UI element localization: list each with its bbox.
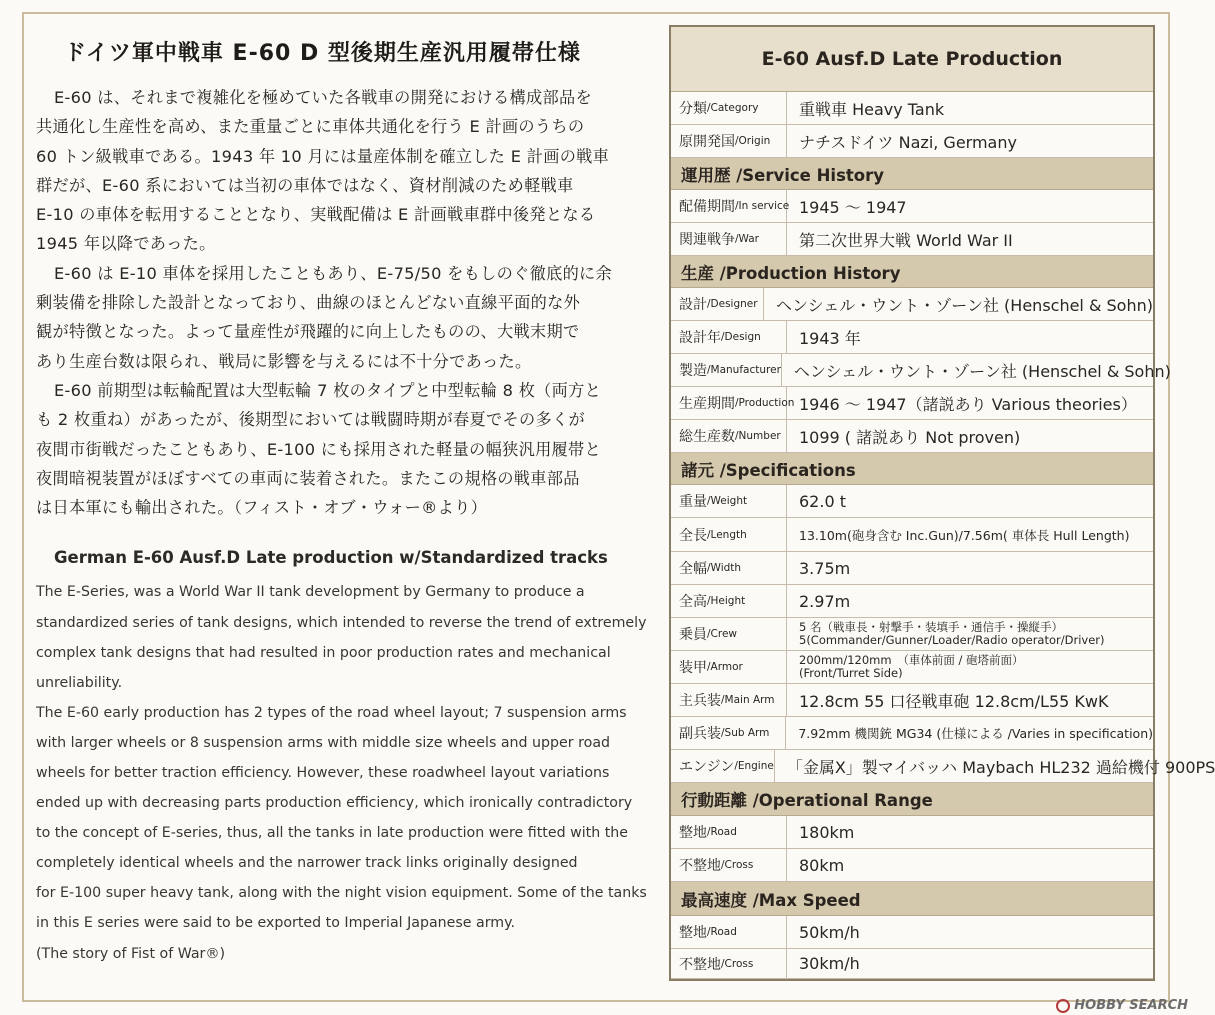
spec-value: [787, 849, 1153, 881]
spec-label-jp: 整地: [679, 925, 707, 941]
spec-value-text: ヘンシェル・ウント・ゾーン社 (Henschel & Sohn): [776, 295, 1153, 315]
spec-label-jp: エンジン: [679, 759, 735, 775]
spec-label-en: /In service: [735, 200, 790, 212]
spec-label-en: /Crew: [707, 628, 738, 640]
jp-line: も 2 枚重ね）があったが、後期型においては戦闘時期が春夏でその多くが: [36, 410, 585, 430]
spec-value-text: 180km: [799, 822, 855, 842]
spec-label-en: /Designer: [707, 298, 758, 310]
spec-value-text: 12.8cm 55 口径戦車砲 12.8cm/L55 KwK: [799, 691, 1109, 711]
en-line: The E-60 early production has 2 types of the road wheel layout; 7 suspension arms: [36, 704, 627, 721]
jp-line: 60 トン級戦車である。1943 年 10 月には量産体制を確立した E 計画の戦車: [36, 146, 610, 166]
spec-label-en: /Sub Arm: [721, 727, 770, 739]
en-line: standardized series of tank designs, which intended to reverse the trend of extremely: [36, 614, 647, 631]
spec-label: [671, 684, 787, 716]
jp-description: [36, 83, 651, 522]
spec-label: [671, 949, 787, 978]
jp-line: は日本軍にも輸出された。（フィスト・オブ・ウォー®より）: [36, 498, 488, 518]
spec-label-jp: 不整地: [679, 956, 721, 973]
spec-label-jp: 整地: [679, 825, 707, 841]
spec-value: [787, 321, 1153, 353]
spec-value: [786, 717, 1153, 749]
spec-label: [671, 321, 787, 353]
spec-label: [671, 618, 787, 650]
spec-row: [671, 288, 1153, 321]
spec-value: [787, 552, 1153, 584]
en-line: complex tank designs that had resulted in poor production rates and mechanical: [36, 644, 611, 661]
spec-section-header: 行動距離 /Operational Range: [671, 783, 1153, 816]
en-line: ended up with decreasing parts production efficiency, which ironically contradictory: [36, 795, 633, 812]
spec-label: [671, 485, 787, 517]
spec-label-jp: 全幅: [679, 561, 707, 577]
spec-label: [671, 552, 787, 584]
spec-row: [671, 354, 1171, 387]
spec-row: [671, 387, 1153, 420]
spec-row: [671, 485, 1153, 518]
spec-value: [787, 190, 1153, 222]
spec-value: [782, 354, 1171, 386]
spec-value-text-2: (Front/Turret Side): [799, 666, 903, 680]
spec-value-text: 1945 ～ 1947: [799, 197, 907, 217]
en-title: German E-60 Ausf.D Late production w/Standardized tracks: [54, 548, 608, 568]
spec-label-jp: 分類: [679, 101, 707, 117]
jp-line: 共通化し生産性を高め、また重量ごとに車体共通化を行う E 計画のうちの: [36, 117, 585, 137]
jp-line: あり生産台数は限られ、戦局に影響を与えるには不十分であった。: [36, 351, 532, 371]
jp-line: 観が特徴となった。よって量産性が飛躍的に向上したものの、大戦末期で: [36, 322, 580, 342]
watermark: [1056, 998, 1188, 1013]
spec-value-text: 7.92mm 機関銃 MG34 (仕様による /Varies in specification): [798, 726, 1153, 741]
jp-line: 剰装備を排除した設計となっており、曲線のほとんどない直線平面的な外: [36, 293, 581, 313]
spec-value-text: 重戦車 Heavy Tank: [799, 99, 945, 119]
spec-label: [671, 354, 782, 386]
spec-label-en: /Main Arm: [721, 694, 775, 706]
spec-label-en: /Weight: [707, 495, 748, 507]
spec-label-en: /Width: [707, 562, 742, 574]
spec-section-header: 諸元 /Specifications: [671, 453, 1153, 485]
spec-value-text: ヘンシェル・ウント・ゾーン社 (Henschel & Sohn): [793, 361, 1171, 381]
spec-label-jp: 配備期間: [679, 199, 735, 215]
spec-value-text: 1946 ～ 1947（諸説あり Various theories）: [799, 394, 1137, 414]
hobby-search-logo-icon: [1056, 999, 1070, 1013]
spec-label-en: /Road: [707, 826, 737, 838]
spec-row: [671, 750, 1215, 783]
spec-label-jp: 製造: [679, 363, 707, 379]
spec-value: [787, 816, 1153, 848]
spec-label-en: /Production: [735, 397, 795, 409]
spec-value-text: 1099 ( 諸説あり Not proven): [799, 427, 1021, 447]
spec-label-en: /Design: [721, 331, 761, 343]
en-line: with larger wheels or 8 suspension arms with middle size wheels and upper road: [36, 734, 611, 751]
spec-label-en: /Origin: [735, 135, 771, 147]
spec-label: [671, 223, 787, 255]
description-column: [36, 28, 651, 969]
spec-label-jp: 総生産数: [679, 429, 735, 445]
spec-value: [787, 518, 1153, 551]
en-line: for E-100 super heavy tank, along with the night vision equipment. Some of the tanks: [36, 885, 647, 902]
spec-label-jp: 関連戦争: [679, 232, 735, 248]
spec-table: [669, 25, 1215, 981]
spec-label-en: /Cross: [721, 859, 754, 871]
spec-label-en: /Manufacturer: [707, 364, 781, 376]
en-line: to the concept of E-series, thus, all the tanks in late production were fitted with the: [36, 825, 628, 842]
spec-value: [787, 387, 1153, 419]
spec-label-en: /Number: [735, 430, 781, 442]
spec-row: [671, 916, 1153, 949]
spec-label-jp: 不整地: [679, 858, 721, 874]
spec-value-text: 5 名（戦車長・射撃手・装填手・通信手・操縦手）: [799, 620, 1063, 634]
spec-value: [787, 651, 1153, 683]
en-line: unreliability.: [36, 674, 123, 691]
jp-line: E-60 は E-10 車体を採用したこともあり、E-75/50 をもしのぐ徹底的に余: [54, 263, 613, 283]
spec-value-text: 13.10m(砲身含む Inc.Gun)/7.56m( 車体長 Hull Length): [799, 527, 1130, 543]
spec-value: [787, 618, 1153, 650]
spec-value-text: 30km/h: [799, 954, 860, 973]
en-line: in this E series were said to be exported to Imperial Japanese army.: [36, 915, 515, 932]
spec-label-en: /Engine: [734, 760, 774, 772]
spec-value: [787, 223, 1153, 255]
en-line: The E-Series, was a World War II tank development by Germany to produce a: [36, 584, 585, 601]
spec-row: [671, 717, 1153, 750]
spec-label-jp: 原開発国: [679, 134, 735, 150]
jp-line: 夜間暗視装置がほぼすべての車両に装着された。またこの規格の戦車部品: [36, 468, 580, 488]
spec-label: [671, 190, 790, 222]
spec-label: [671, 651, 787, 683]
spec-label: [671, 750, 775, 782]
spec-label-jp: 設計年: [679, 330, 721, 346]
en-line: completely identical wheels and the narrower track links originally designed: [36, 855, 578, 872]
spec-label-en: /Cross: [721, 957, 754, 970]
spec-label: [671, 92, 787, 124]
spec-label: [671, 849, 787, 881]
spec-value-text: 50km/h: [799, 922, 860, 942]
spec-label: [671, 288, 764, 320]
spec-label: [671, 717, 786, 749]
spec-label: [671, 916, 787, 948]
en-line: wheels for better traction efficiency. However, these roadwheel layout variations: [36, 765, 610, 782]
spec-label-jp: 装甲: [679, 660, 707, 676]
spec-label-en: /Length: [707, 528, 747, 541]
spec-label: [671, 816, 787, 848]
spec-row: [671, 223, 1153, 256]
spec-value-text-2: 5(Commander/Gunner/Loader/Radio operator/Driver): [799, 633, 1105, 647]
spec-table-title: E-60 Ausf.D Late Production: [671, 27, 1153, 92]
spec-row: [671, 125, 1153, 158]
spec-value: [775, 750, 1215, 782]
spec-value-text: 1943 年: [799, 328, 861, 348]
spec-label-jp: 主兵装: [679, 693, 721, 709]
jp-line: E-60 前期型は転輪配置は大型転輪 7 枚のタイプと中型転輪 8 枚（両方と: [54, 380, 602, 400]
spec-label-en: /Category: [707, 102, 759, 114]
spec-value: [787, 485, 1153, 517]
spec-value-text: 200mm/120mm （車体前面 / 砲塔前面）: [799, 653, 1024, 667]
spec-label-jp: 全長: [679, 527, 707, 544]
spec-label-jp: 全高: [679, 594, 707, 610]
spec-label-jp: 副兵装: [679, 726, 721, 742]
spec-label: [671, 125, 787, 157]
spec-value: [787, 949, 1153, 978]
spec-label: [671, 518, 787, 551]
jp-line: 群だが、E-60 系においては当初の車体ではなく、資材削減のため軽戦車: [36, 175, 574, 195]
spec-row: [671, 552, 1153, 585]
spec-row: [671, 816, 1153, 849]
spec-label-en: /Road: [707, 926, 737, 938]
spec-row: [671, 949, 1153, 979]
spec-value-text: ナチスドイツ Nazi, Germany: [799, 132, 1017, 152]
spec-row: [671, 684, 1153, 717]
spec-value-text: 80km: [799, 855, 845, 875]
spec-value-text: 第二次世界大戦 World War II: [799, 230, 1013, 250]
spec-label-jp: 生産期間: [679, 396, 735, 412]
en-line: (The story of Fist of War®): [36, 945, 226, 962]
spec-value-text: 3.75m: [799, 558, 851, 578]
jp-line: E-10 の車体を転用することとなり、実戦配備は E 計画戦車群中後発となる: [36, 205, 596, 225]
spec-value: [764, 288, 1153, 320]
spec-row: [671, 585, 1153, 618]
spec-value: [787, 684, 1153, 716]
jp-line: 1945 年以降であった。: [36, 234, 216, 254]
spec-label-en: /Height: [707, 595, 746, 607]
jp-line: E-60 は、それまで複雑化を極めていた各戦車の開発における構成部品を: [54, 88, 592, 107]
spec-value-text: 62.0 t: [799, 491, 846, 511]
spec-label-jp: 設計: [679, 297, 707, 313]
spec-value: [787, 585, 1153, 617]
spec-value-text: 「金属X」製マイバッハ Maybach HL232 過給機付 900PS: [786, 757, 1215, 777]
spec-label-en: /War: [735, 233, 759, 245]
spec-row: [671, 849, 1153, 882]
spec-row: [671, 190, 1153, 223]
spec-value: [787, 92, 1153, 124]
spec-value: [787, 916, 1153, 948]
spec-value-text: 2.97m: [799, 591, 851, 611]
spec-label-en: /Armor: [707, 661, 743, 673]
spec-row: [671, 618, 1153, 651]
watermark-text: HOBBY SEARCH: [1074, 998, 1188, 1013]
spec-value: [787, 420, 1153, 452]
spec-row: [671, 92, 1153, 125]
spec-label-jp: 重量: [679, 494, 707, 510]
jp-title: ドイツ軍中戦車 E-60 D 型後期生産汎用履帯仕様: [64, 41, 581, 66]
spec-value: [787, 125, 1153, 157]
spec-section-header: 運用歴 /Service History: [671, 158, 1153, 190]
en-description: [36, 577, 651, 968]
spec-row: [671, 321, 1153, 354]
spec-section-header: 生産 /Production History: [671, 256, 1153, 288]
spec-row: [671, 420, 1153, 453]
spec-label: [671, 387, 795, 419]
spec-section-header: 最高速度 /Max Speed: [671, 882, 1153, 916]
spec-label-jp: 乗員: [679, 627, 707, 643]
jp-line: 夜間市街戦だったこともあり、E-100 にも採用された軽量の幅狭汎用履帯と: [36, 439, 602, 459]
spec-row: [671, 518, 1153, 552]
spec-row: [671, 651, 1153, 684]
spec-label: [671, 420, 787, 452]
spec-label: [671, 585, 787, 617]
